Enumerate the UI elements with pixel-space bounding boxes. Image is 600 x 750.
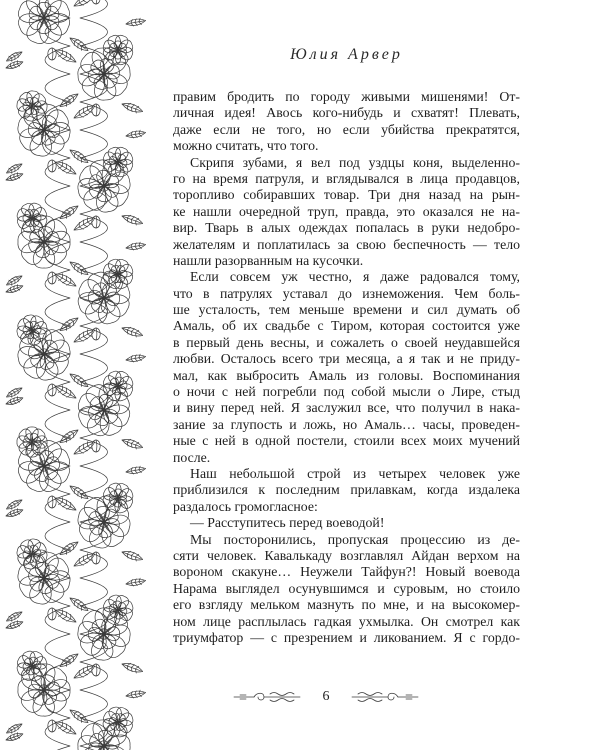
- border-bud: [92, 104, 100, 116]
- border-leaf: [121, 213, 144, 227]
- border-leaf: [121, 325, 144, 339]
- text-line: торопливо собиравших товар. Три дня назад на рын-: [173, 187, 520, 203]
- paragraph: [173, 515, 520, 531]
- paragraph: [173, 532, 520, 647]
- border-leaf: [53, 383, 78, 402]
- text-line: Если совсем уж честно, я даже радовался тому,: [190, 269, 520, 285]
- border-leaf: [58, 651, 80, 670]
- border-flower: [101, 481, 136, 516]
- border-flower: [7, 205, 80, 278]
- border-leaf: [53, 607, 78, 626]
- paragraph: [173, 155, 520, 270]
- border-flower: [67, 709, 141, 750]
- border-leaf: [53, 271, 78, 290]
- text-line: в первый день весны, и сожалеть о своей неудавшейся: [173, 334, 520, 350]
- text-line: раздалось громогласное:: [173, 498, 318, 514]
- text-line: мал, как выбросить Амаль из головы. Воспоминания: [173, 367, 520, 383]
- border-leaf: [53, 495, 78, 514]
- border-bud: [92, 0, 100, 4]
- border-leaf: [121, 661, 144, 675]
- paragraph: [173, 89, 520, 155]
- page-number: 6: [322, 689, 330, 704]
- text-line: что в патрулях уставал до изнеможения. Чем боль-: [173, 285, 520, 301]
- text-line: после.: [173, 449, 211, 465]
- border-leaf: [125, 353, 146, 363]
- border-leaf: [58, 427, 80, 446]
- border-flower: [68, 38, 140, 110]
- border-bud: [92, 664, 100, 676]
- border-leaf: [121, 437, 144, 451]
- paragraph: [173, 269, 520, 466]
- border-leaf: [53, 159, 78, 178]
- text-line: Скрипя зубами, я вел под уздцы коня, выделенно-: [190, 154, 520, 170]
- text-line: — Расступитесь перед воеводой!: [190, 515, 385, 531]
- text-line: можно считать, что того.: [173, 138, 319, 154]
- text-line: триумфатор — с презрением и ликованием. Я с гордо-: [173, 629, 520, 645]
- border-flower: [11, 545, 76, 610]
- text-line: Амаль, об их свадьбе с Тиром, которая состоится уже: [173, 318, 520, 334]
- text-line: правим бродить по городу живыми мишенями! От-: [173, 89, 520, 104]
- floral-border: [0, 0, 152, 750]
- text-line: ном лице расплылась гадкая ухмылка. Он смотрел как: [173, 613, 520, 629]
- text-line: Нарама выглядел осунувшимся и суровым, но стоило: [173, 580, 520, 596]
- text-line: ке нашли очередной труп, правда, это оказался не на-: [173, 203, 520, 219]
- footer-ornament-right: [350, 690, 420, 704]
- border-leaf: [58, 203, 80, 222]
- border-bud: [92, 328, 100, 340]
- border-flower: [9, 643, 55, 689]
- border-leaf: [125, 465, 146, 475]
- border-leaf: [121, 549, 144, 563]
- paragraph: [173, 466, 520, 515]
- border-flower: [100, 704, 136, 740]
- border-leaf: [125, 17, 146, 27]
- border-bud: [92, 552, 100, 564]
- text-line: любви. Осталось всего три месяца, а я так и не приду-: [173, 351, 520, 367]
- text-line: нашли разорванным на кусочки.: [173, 252, 364, 268]
- border-flower: [102, 34, 135, 67]
- text-line: его взгляду мельком мазнуть по мне, и на высокомер-: [173, 597, 520, 613]
- border-leaf: [125, 129, 146, 139]
- text-line: и вину перед ней. Я заслужил все, что получил в нака-: [173, 400, 520, 416]
- text-line: Мы посторонились, пропуская процессию из де-: [190, 531, 520, 547]
- text-line: сяти человек. Кавалькаду возглавлял Айдан верхом на: [173, 547, 520, 563]
- text-line: зание за глупость и ложь, но Амаль… часы, проведен-: [173, 416, 520, 432]
- border-leaf: [58, 539, 80, 558]
- border-flower: [13, 535, 50, 572]
- border-flower: [11, 421, 54, 464]
- border-flower: [16, 0, 72, 46]
- page-footer: [0, 688, 600, 706]
- border-leaf: [121, 101, 144, 115]
- text-line: Наш небольшой строй из четырех человек уже: [190, 465, 520, 481]
- text-line: личная идея! Авось кого-нибудь и схватят! Плевать,: [173, 105, 520, 121]
- body-text: [173, 89, 520, 646]
- border-leaf: [125, 241, 146, 251]
- border-bud: [92, 440, 100, 452]
- border-flower: [10, 84, 54, 128]
- text-line: ные с ней в одной постели, стоили всех моих мучений: [173, 433, 520, 449]
- border-leaf: [58, 315, 80, 334]
- border-bud: [92, 216, 100, 228]
- text-line: желателям и поплатилась за свою беспечность — тело: [173, 236, 520, 252]
- text-line: ше усталость, тем меньше времени и сил думать об: [173, 302, 520, 318]
- text-line: го на время патруля, и вглядывался в лица продавцов,: [173, 170, 520, 186]
- text-line: вороном скакуне… Неужели Тайфун?! Новый воевода: [173, 564, 520, 580]
- border-vine: [45, 0, 70, 750]
- border-leaf: [58, 91, 80, 110]
- border-leaf: [125, 577, 146, 587]
- footer-ornament-left: [232, 690, 302, 704]
- text-line: даже если не того, но если убийства прекратятся,: [173, 121, 520, 137]
- border-leaf: [53, 719, 78, 738]
- text-line: вир. Тварь в алых одеждах попалась в руки недобро-: [173, 220, 520, 236]
- text-line: приблизился к последним прилавкам, когда издалека: [173, 482, 520, 498]
- text-line: о ночи с ней погребли под собой мысли о Лире, стыд: [173, 384, 520, 400]
- border-leaf: [72, 0, 97, 9]
- border-leaf: [53, 47, 78, 66]
- running-header-author: Юлия Арвер: [290, 46, 403, 63]
